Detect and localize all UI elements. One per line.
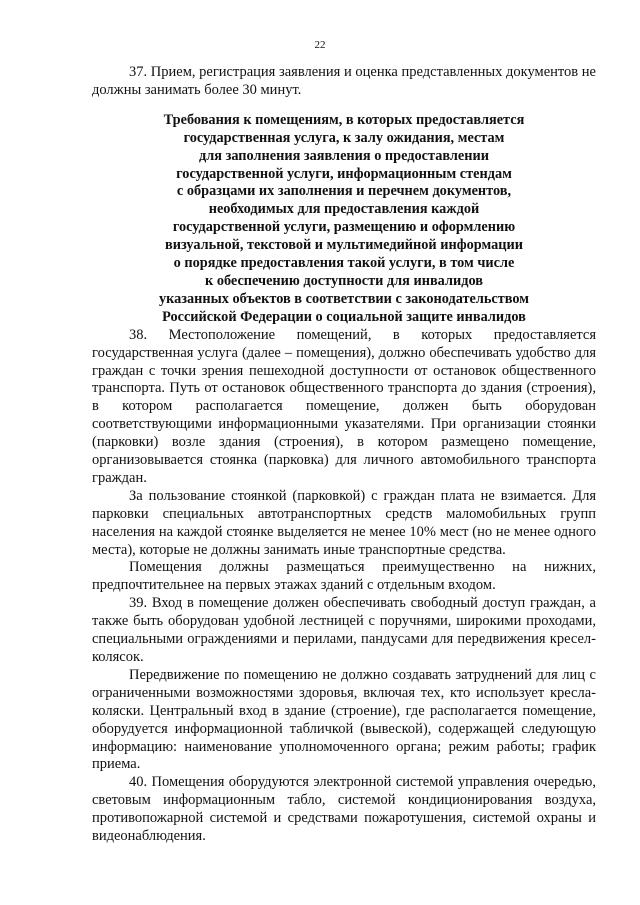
heading-line: для заполнения заявления о предоставлении: [199, 147, 489, 164]
heading-line: о порядке предоставления такой услуги, в том числе: [173, 255, 515, 272]
paragraph-39: 39. Вход в помещение должен обеспечивать свободный доступ граждан, а также быть оборудован удобной лестницей с поручнями, широкими проходами, специальными ограждениями и перилами, пандусами для передвижения кресел-колясок.: [92, 595, 596, 665]
page-number: 22: [314, 39, 326, 51]
paragraph-parking: За пользование стоянкой (парковкой) с граждан плата не взимается. Для парковки специальных автотранспортных средств маломобильных групп населения на каждой стоянке выделяется не менее 10% мест (но не менее одного места), которые не должны занимать иные транспортные средства.: [92, 487, 596, 558]
document-body: [92, 64, 596, 846]
heading-line: к обеспечению доступности для инвалидов: [205, 272, 483, 289]
paragraph-38: 38. Местоположение помещений, в которых предоставляется государственная услуга (далее – помещения), должно обеспечивать удобство для граждан с точки зрения пешеходной доступности от остановок общественного транспорта. Путь от остановок общественного транспорта до здания (строения), в котором располагается помещение, должен быть оборудован соответствующими информационными указателями. При организации стоянки (парковки) возле здания (строения), в котором размещено помещение, организовывается стоянка (парковка) для личного автомобильного транспорта граждан.: [92, 326, 596, 486]
heading-line: государственной услуги, информационным стендам: [176, 165, 512, 182]
heading-line: Российской Федерации о социальной защите инвалидов: [162, 308, 526, 325]
heading-line: необходимых для предоставления каждой: [208, 201, 480, 218]
paragraph-floors: Помещения должны размещаться преимущественно на нижних, предпочтительнее на первых этажах зданий с отдельным входом.: [92, 559, 596, 594]
heading-line: с образцами их заполнения и перечнем документов,: [176, 183, 512, 200]
heading-line: визуальной, текстовой и мультимедийной информации: [165, 237, 523, 254]
paragraph-40: 40. Помещения оборудуются электронной системой управления очередью, световым информационным табло, системой кондиционирования воздуха, противопожарной системой и средствами пожаротушения, системой охраны и видеонаблюдения.: [92, 774, 596, 845]
paragraph-movement: Передвижение по помещению не должно создавать затруднений для лиц с ограниченными возможностями здоровья, включая тех, кто использует кресла-коляски. Центральный вход в здание (строение), где располагается помещение, оборудуется информационной табличкой (вывеской), содержащей следующую информацию: наименование уполномоченного органа; режим работы; график приема.: [92, 666, 596, 773]
heading-line: Требования к помещениям, в которых предоставляется: [163, 111, 525, 128]
paragraph-37: 37. Прием, регистрация заявления и оценка представленных документов не должны занимать более 30 минут.: [92, 64, 596, 98]
heading-line: государственной услуги, размещению и оформлению: [172, 219, 516, 236]
section-heading: [92, 112, 596, 327]
heading-line: государственная услуга, к залу ожидания, местам: [183, 129, 505, 146]
heading-line: указанных объектов в соответствии с законодательством: [158, 290, 530, 307]
